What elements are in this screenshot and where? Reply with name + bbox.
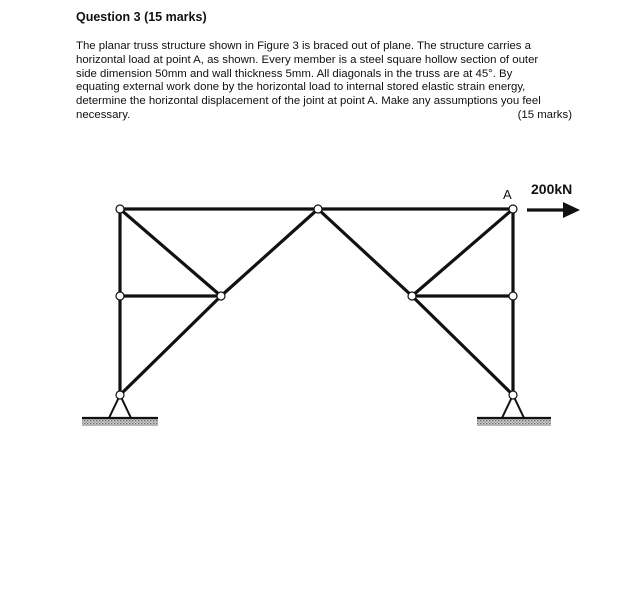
member-left-top-diagonal: [120, 209, 221, 296]
load-arrow: [527, 202, 580, 218]
left-support: [82, 395, 158, 426]
member-right-bottom-diagonal: [412, 296, 513, 395]
joint-right-mid: [509, 292, 517, 300]
joint-top-left: [116, 205, 124, 213]
joint-left-base: [116, 391, 124, 399]
joint-right-base: [509, 391, 517, 399]
joint-a-label: A: [503, 187, 512, 202]
question-line: determine the horizontal displacement of the joint at point A. Make any assumptions you feel: [76, 95, 541, 108]
member-right-apex-diagonal: [318, 209, 412, 296]
truss-joints: [116, 205, 517, 399]
question-line: side dimension 50mm and wall thickness 5mm. All diagonals in the truss are at 45°. By: [76, 67, 513, 80]
question-line: horizontal load at point A, as shown. Every member is a steel square hollow section of outer: [76, 53, 539, 66]
question-line: The planar truss structure shown in Figure 3 is braced out of plane. The structure carries a: [76, 40, 532, 52]
joint-a: [509, 205, 517, 213]
member-left-apex-diagonal: [221, 209, 318, 296]
question-title: Question 3 (15 marks): [76, 10, 207, 24]
joint-left-mid: [116, 292, 124, 300]
truss-members: [120, 209, 513, 395]
right-ground-hatch: [477, 418, 551, 426]
joint-left-inner: [217, 292, 225, 300]
joint-right-inner: [408, 292, 416, 300]
left-ground-hatch: [82, 418, 158, 426]
member-left-bottom-diagonal: [120, 296, 221, 395]
right-support: [477, 395, 551, 426]
marks-label: (15 marks): [517, 108, 572, 121]
load-label: 200kN: [531, 181, 573, 197]
joint-top-middle: [314, 205, 322, 213]
question-line: necessary.: [76, 108, 131, 121]
member-right-top-diagonal: [412, 209, 513, 296]
arrow-head-icon: [563, 202, 580, 218]
question-line: equating external work done by the horizontal load to internal stored elastic strain energy,: [76, 81, 526, 94]
